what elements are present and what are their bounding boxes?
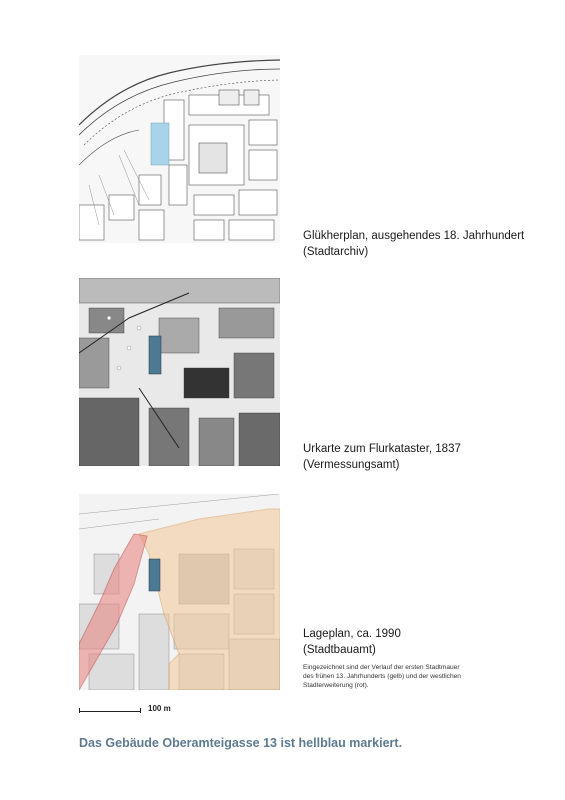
note-line: Eingezeichnet sind der Verlauf der ersten Stadtmauer bbox=[303, 664, 460, 671]
caption-source: (Stadtarchiv) bbox=[303, 246, 369, 258]
highlighted-building-1 bbox=[151, 123, 169, 165]
glukherplan-map-drawing bbox=[79, 55, 280, 243]
highlighted-building-3 bbox=[149, 559, 160, 591]
urkarte-map-drawing bbox=[79, 278, 280, 466]
lageplan-note bbox=[303, 663, 543, 690]
page-headline: Das Gebäude Oberamteigasse 13 ist hellblau markiert. bbox=[79, 736, 403, 750]
caption-title: Glükherplan, ausgehendes 18. Jahrhundert bbox=[303, 230, 525, 242]
glukherplan-map bbox=[79, 55, 280, 243]
scale-bar-line bbox=[79, 711, 141, 712]
lageplan-map bbox=[79, 494, 280, 690]
caption-urkarte bbox=[303, 441, 461, 473]
caption-title: Lageplan, ca. 1990 bbox=[303, 628, 401, 640]
caption-title: Urkarte zum Flurkataster, 1837 bbox=[303, 443, 461, 455]
scale-label: 100 m bbox=[148, 704, 171, 713]
note-line: des frühen 13. Jahrhunderts (gelb) und der westlichen bbox=[303, 673, 461, 680]
scale-tick bbox=[79, 708, 80, 713]
caption-source: (Vermessungsamt) bbox=[303, 459, 400, 471]
scale-bar bbox=[79, 708, 141, 713]
note-line: Stadterweiterung (rot). bbox=[303, 682, 369, 689]
caption-lageplan bbox=[303, 626, 401, 658]
highlighted-building-2 bbox=[149, 336, 161, 374]
caption-source: (Stadtbauamt) bbox=[303, 644, 376, 656]
urkarte-map bbox=[79, 278, 280, 466]
lageplan-map-drawing bbox=[79, 494, 280, 690]
caption-glukherplan bbox=[303, 228, 524, 260]
scale-tick bbox=[140, 708, 141, 713]
